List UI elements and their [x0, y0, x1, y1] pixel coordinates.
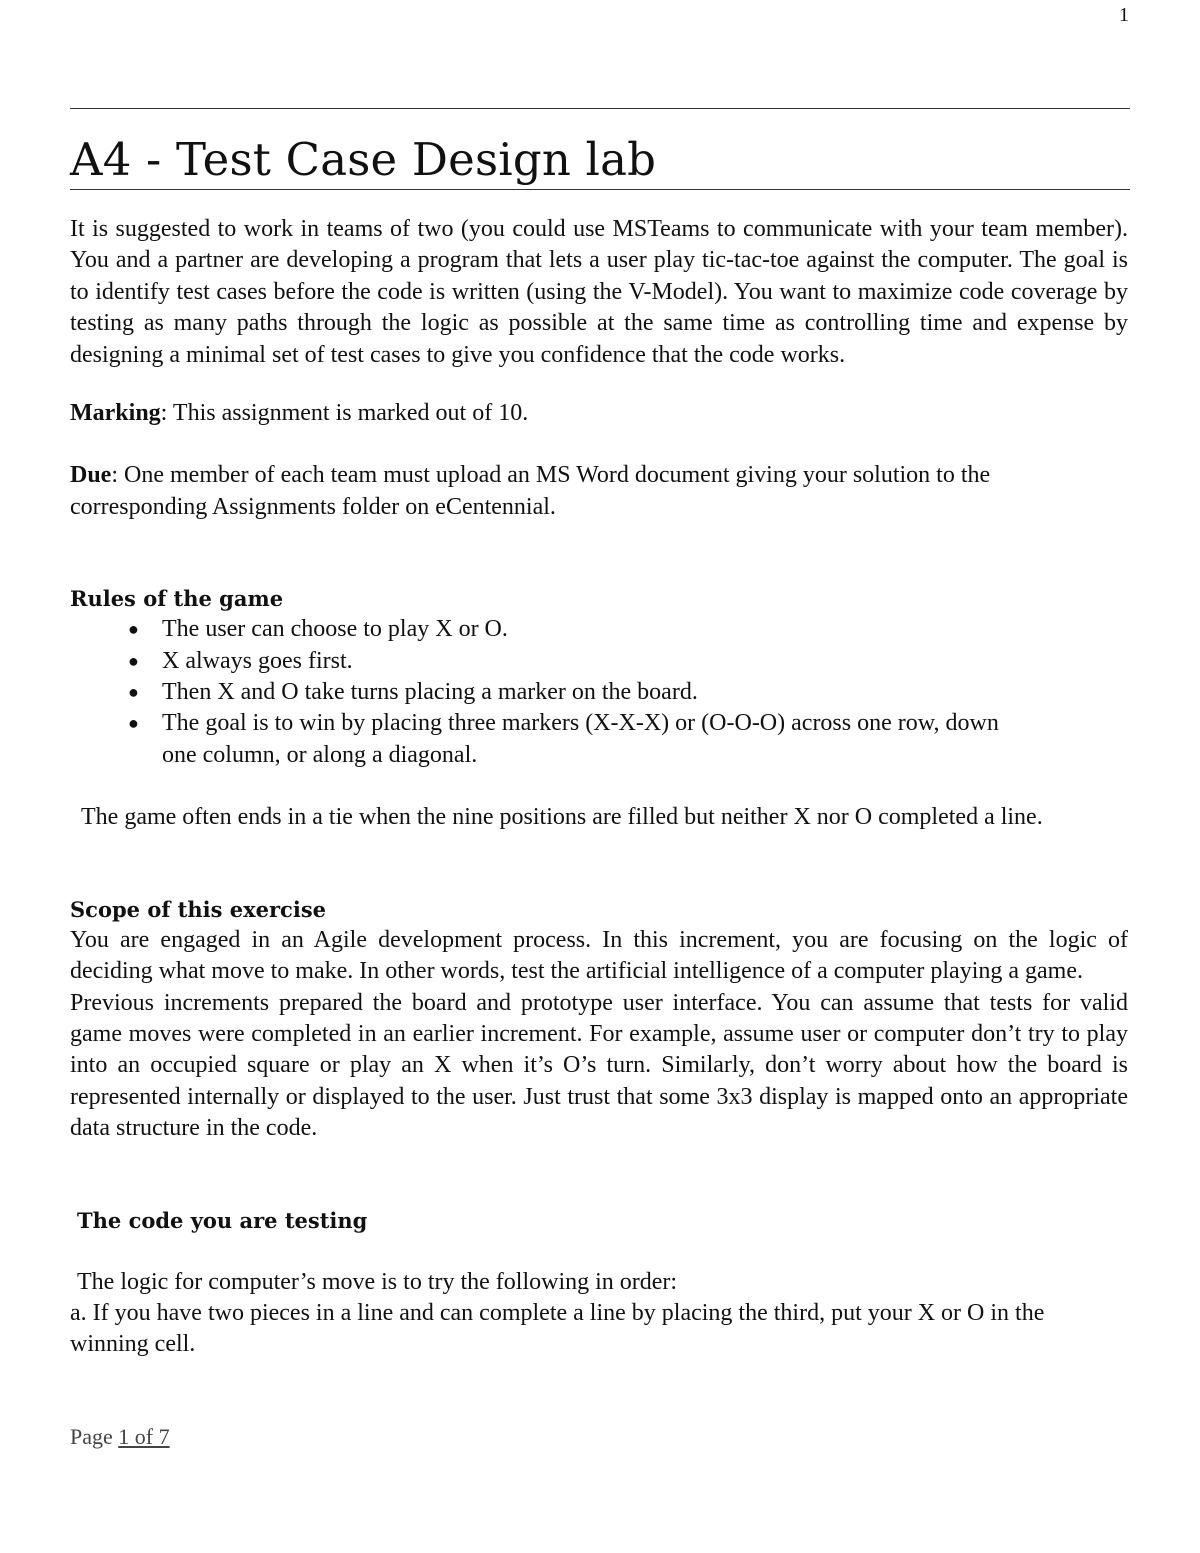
title-underline: [70, 189, 1130, 190]
rules-list: [70, 614, 1028, 771]
bullet-icon: ●: [128, 619, 139, 640]
rules-heading: Rules of the game: [70, 586, 284, 612]
footer-page-of: 1 of 7: [118, 1424, 170, 1449]
footer-prefix: Page: [70, 1424, 119, 1449]
scope-paragraph-1: You are engaged in an Agile development process. In this increment, you are focusing on the logic of deciding what move to make. In other words, test the artificial intelligence of a computer playing a game.: [70, 926, 1128, 985]
bullet-icon: ●: [128, 713, 139, 734]
page-number: 1: [1119, 4, 1129, 26]
marking-paragraph: [70, 398, 1128, 429]
tie-paragraph: The game often ends in a tie when the nine positions are filled but neither X nor O completed a line.: [81, 804, 1043, 831]
document-body: [70, 214, 1128, 1361]
list-item: ● X always goes first.: [128, 646, 1028, 677]
bullet-icon: ●: [128, 650, 139, 671]
marking-label: Marking: [70, 400, 161, 427]
list-item: ● Then X and O take turns placing a marker on the board.: [128, 677, 1028, 708]
page-footer: [70, 1424, 170, 1450]
due-label: Due: [70, 462, 112, 489]
intro-paragraph: It is suggested to work in teams of two (you could use MSTeams to communicate with your team member). You and a partner are developing a program that lets a user play tic-tac-toe against the computer. The goal is to identify test cases before the code is written (using the V-Model). You want to maximize code coverage by testing as many paths through the logic as possible at the same time as controlling time and expense by designing a minimal set of test cases to give you confidence that the code works.: [70, 216, 1128, 368]
list-item: ● The goal is to win by placing three markers (X-X-X) or (O-O-O) across one row, down one column, or along a diagonal.: [128, 710, 999, 768]
scope-heading: Scope of this exercise: [70, 896, 326, 922]
header-divider: [70, 108, 1130, 109]
scope-paragraph-2: Previous increments prepared the board and prototype user interface. You can assume that tests for valid game moves were completed in an earlier increment. For example, assume user or computer don’t try to play into an occupied square or play an X when it’s O’s turn. Similarly, don’t worry about how the board is represented internally or displayed to the user. Just trust that some 3x3 display is mapped onto an appropriate data structure in the code.: [70, 989, 1128, 1142]
bullet-icon: ●: [128, 682, 139, 703]
due-text: : One member of each team must upload an MS Word document giving your solution to the corresponding Assignments folder on eCentennial.: [70, 462, 991, 520]
list-item: ● The user can choose to play X or O.: [128, 614, 1028, 645]
due-paragraph: [70, 460, 1128, 523]
document-title: A4 - Test Case Design lab: [70, 133, 657, 186]
marking-text: : This assignment is marked out of 10.: [160, 400, 529, 427]
code-heading: The code you are testing: [77, 1207, 368, 1233]
code-intro: The logic for computer’s move is to try the following in order:: [77, 1268, 678, 1295]
code-item-a: a. If you have two pieces in a line and can complete a line by placing the third, put your X or O in the winning cell.: [70, 1299, 1045, 1358]
